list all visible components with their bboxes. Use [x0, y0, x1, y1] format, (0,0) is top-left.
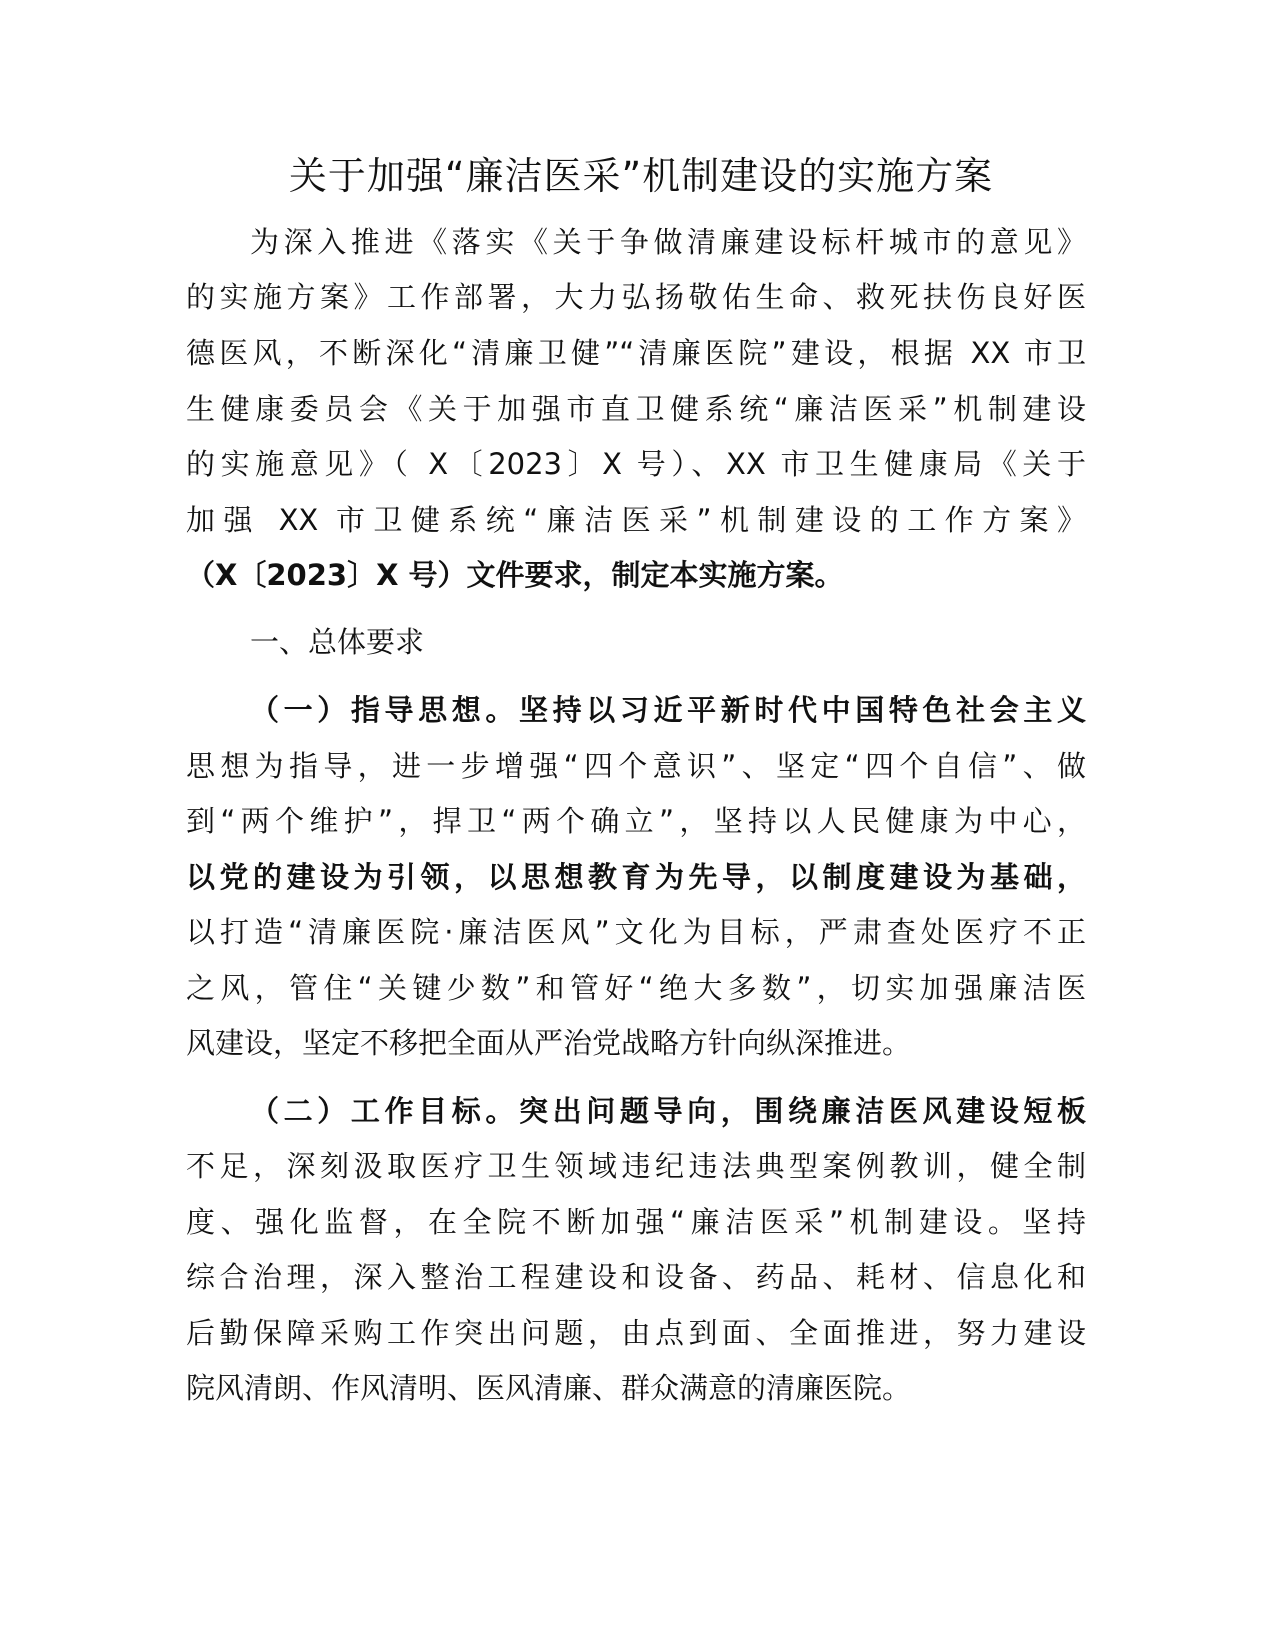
- guiding-line: 以党的建设为引领，以思想教育为先导，以制度建设为基础，: [186, 860, 1086, 894]
- goal-line: 综合治理，深入整治工程建设和设备、药品、耗材、信息化和: [186, 1260, 1086, 1294]
- intro-line: 的实施方案》工作部署，大力弘扬敬佑生命、救死扶伤良好医: [186, 280, 1086, 314]
- guiding-line: （一）指导思想。坚持以习近平新时代中国特色社会主义: [250, 693, 1086, 727]
- intro-line: 生健康委员会《关于加强市直卫健系统“廉洁医采”机制建设: [186, 392, 1086, 426]
- section-heading: 一、总体要求: [250, 625, 425, 659]
- goal-line: 不足，深刻汲取医疗卫生领域违纪违法典型案例教训，健全制: [186, 1149, 1086, 1183]
- guiding-line: 以打造“清廉医院·廉洁医风”文化为目标，严肃查处医疗不正: [186, 915, 1086, 949]
- goal-line: 度、强化监督，在全院不断加强“廉洁医采”机制建设。坚持: [186, 1205, 1086, 1239]
- goal-line: 院风清朗、作风清明、医风清廉、群众满意的清廉医院。: [186, 1371, 912, 1405]
- intro-line: 德医风，不断深化“清廉卫健”“清廉医院”建设，根据 XX 市卫: [186, 336, 1086, 370]
- goal-line: （二）工作目标。突出问题导向，围绕廉洁医风建设短板: [250, 1094, 1086, 1128]
- intro-line: （X〔2023〕X 号）文件要求，制定本实施方案。: [186, 558, 844, 592]
- intro-line: 为深入推进《落实《关于争做清廉建设标杆城市的意见》: [250, 225, 1086, 259]
- guiding-line: 风建设，坚定不移把全面从严治党战略方针向纵深推进。: [186, 1026, 912, 1060]
- goal-line: 后勤保障采购工作突出问题，由点到面、全面推进，努力建设: [186, 1316, 1086, 1350]
- guiding-line: 之风，管住“关键少数”和管好“绝大多数”，切实加强廉洁医: [186, 971, 1086, 1005]
- guiding-line: 到“两个维护”，捍卫“两个确立”，坚持以人民健康为中心，: [186, 804, 1086, 838]
- document-title: 关于加强“廉洁医采”机制建设的实施方案: [288, 154, 994, 198]
- intro-line: 的实施意见》（ X〔2023〕X 号）、XX 市卫生健康局《关于: [186, 447, 1086, 481]
- intro-line: 加强 XX 市卫健系统“廉洁医采”机制建设的工作方案》: [186, 503, 1086, 537]
- guiding-line: 思想为指导，进一步增强“四个意识”、坚定“四个自信”、做: [186, 749, 1086, 783]
